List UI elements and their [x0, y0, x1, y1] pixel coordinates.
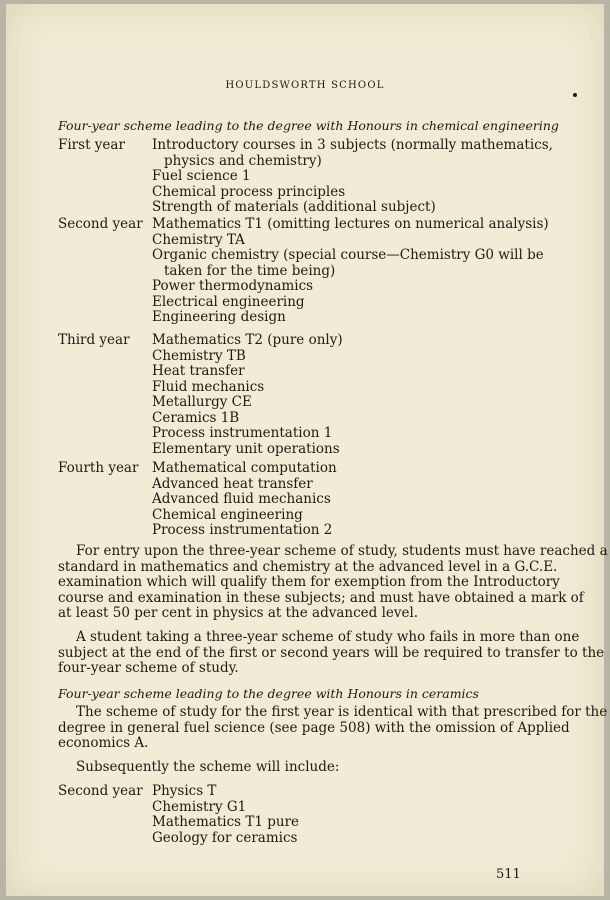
- page-number: 511: [496, 867, 521, 882]
- course-line: Introductory courses in 3 subjects (normally mathematics,: [152, 137, 553, 153]
- paragraph-line: A student taking a three-year scheme of study who fails in more than one: [76, 629, 580, 645]
- course-line: physics and chemistry): [164, 152, 322, 169]
- transfer-rule-paragraph: [58, 629, 605, 677]
- course-line: Mathematics T1 (omitting lectures on numerical analysis): [152, 216, 549, 232]
- year-label: Second year: [58, 216, 143, 232]
- ink-dot: [573, 93, 577, 97]
- paragraph-line: degree in general fuel science (see page 508) with the omission of Applied: [58, 719, 570, 736]
- course-line: Chemical engineering: [152, 506, 303, 523]
- paragraph-line: economics A.: [58, 735, 149, 751]
- paragraph-line: The scheme of study for the first year is identical with that prescribed for the: [76, 704, 608, 720]
- paragraph-line: Subsequently the scheme will include:: [76, 759, 340, 775]
- course-line: Chemistry TB: [152, 347, 246, 364]
- year-label: Third year: [58, 332, 130, 348]
- paragraph-line: course and examination in these subjects; and must have obtained a mark of: [58, 589, 584, 606]
- course-line: Metallurgy CE: [152, 394, 252, 410]
- course-line: Power thermodynamics: [152, 278, 314, 294]
- course-line: Physics T: [152, 783, 217, 799]
- course-line: Fuel science 1: [152, 168, 251, 184]
- course-line: Advanced fluid mechanics: [152, 491, 331, 507]
- subsequently-paragraph: [58, 760, 520, 776]
- course-line: Chemical process principles: [152, 183, 346, 200]
- paragraph-line: For entry upon the three-year scheme of study, students must have reached a: [76, 543, 608, 559]
- course-line: Advanced heat transfer: [152, 475, 313, 492]
- course-line: taken for the time being): [164, 262, 336, 279]
- course-line: Chemistry G1: [152, 798, 247, 815]
- section-heading-chemical-engineering: Four-year scheme leading to the degree with Honours in chemical engineering: [58, 118, 559, 133]
- course-line: Chemistry TA: [152, 231, 245, 248]
- course-line: Mathematics T1 pure: [152, 814, 300, 830]
- document-page: [6, 4, 608, 896]
- course-line: Organic chemistry (special course—Chemistry G0 will be: [152, 247, 544, 263]
- course-list: [152, 461, 528, 539]
- year-label: Second year: [58, 783, 143, 799]
- paragraph-line: examination which will qualify them for exemption from the Introductory: [58, 574, 560, 590]
- paragraph-line: at least 50 per cent in physics at the advanced level.: [58, 605, 419, 621]
- ceramics-first-year-paragraph: [58, 704, 608, 752]
- course-line: Strength of materials (additional subject): [152, 199, 436, 215]
- paragraph-line: four-year scheme of study.: [58, 660, 239, 676]
- course-line: Elementary unit operations: [152, 440, 340, 457]
- paragraph-line: standard in mathematics and chemistry at the advanced level in a G.C.E.: [58, 558, 558, 575]
- course-list: [152, 784, 528, 846]
- course-line: Ceramics 1B: [152, 409, 240, 426]
- course-line: Mathematical computation: [152, 460, 337, 476]
- course-list: [152, 216, 549, 326]
- course-line: Process instrumentation 1: [152, 425, 333, 441]
- course-line: Fluid mechanics: [152, 378, 265, 395]
- paragraph-line: subject at the end of the first or second years will be required to transfer to the: [58, 644, 605, 661]
- course-list: [152, 333, 528, 457]
- running-header: HOULDSWORTH SCHOOL: [225, 80, 385, 91]
- course-line: Engineering design: [152, 309, 286, 325]
- course-line: Mathematics T2 (pure only): [152, 332, 343, 348]
- course-line: Electrical engineering: [152, 293, 305, 310]
- course-line: Process instrumentation 2: [152, 522, 333, 538]
- year-label: First year: [58, 137, 125, 153]
- section-heading-ceramics: Four-year scheme leading to the degree with Honours in ceramics: [58, 686, 479, 701]
- course-list: [152, 137, 553, 216]
- entry-requirements-paragraph: [58, 543, 608, 622]
- course-line: Heat transfer: [152, 363, 245, 379]
- course-line: Geology for ceramics: [152, 829, 298, 846]
- year-label: Fourth year: [58, 460, 139, 476]
